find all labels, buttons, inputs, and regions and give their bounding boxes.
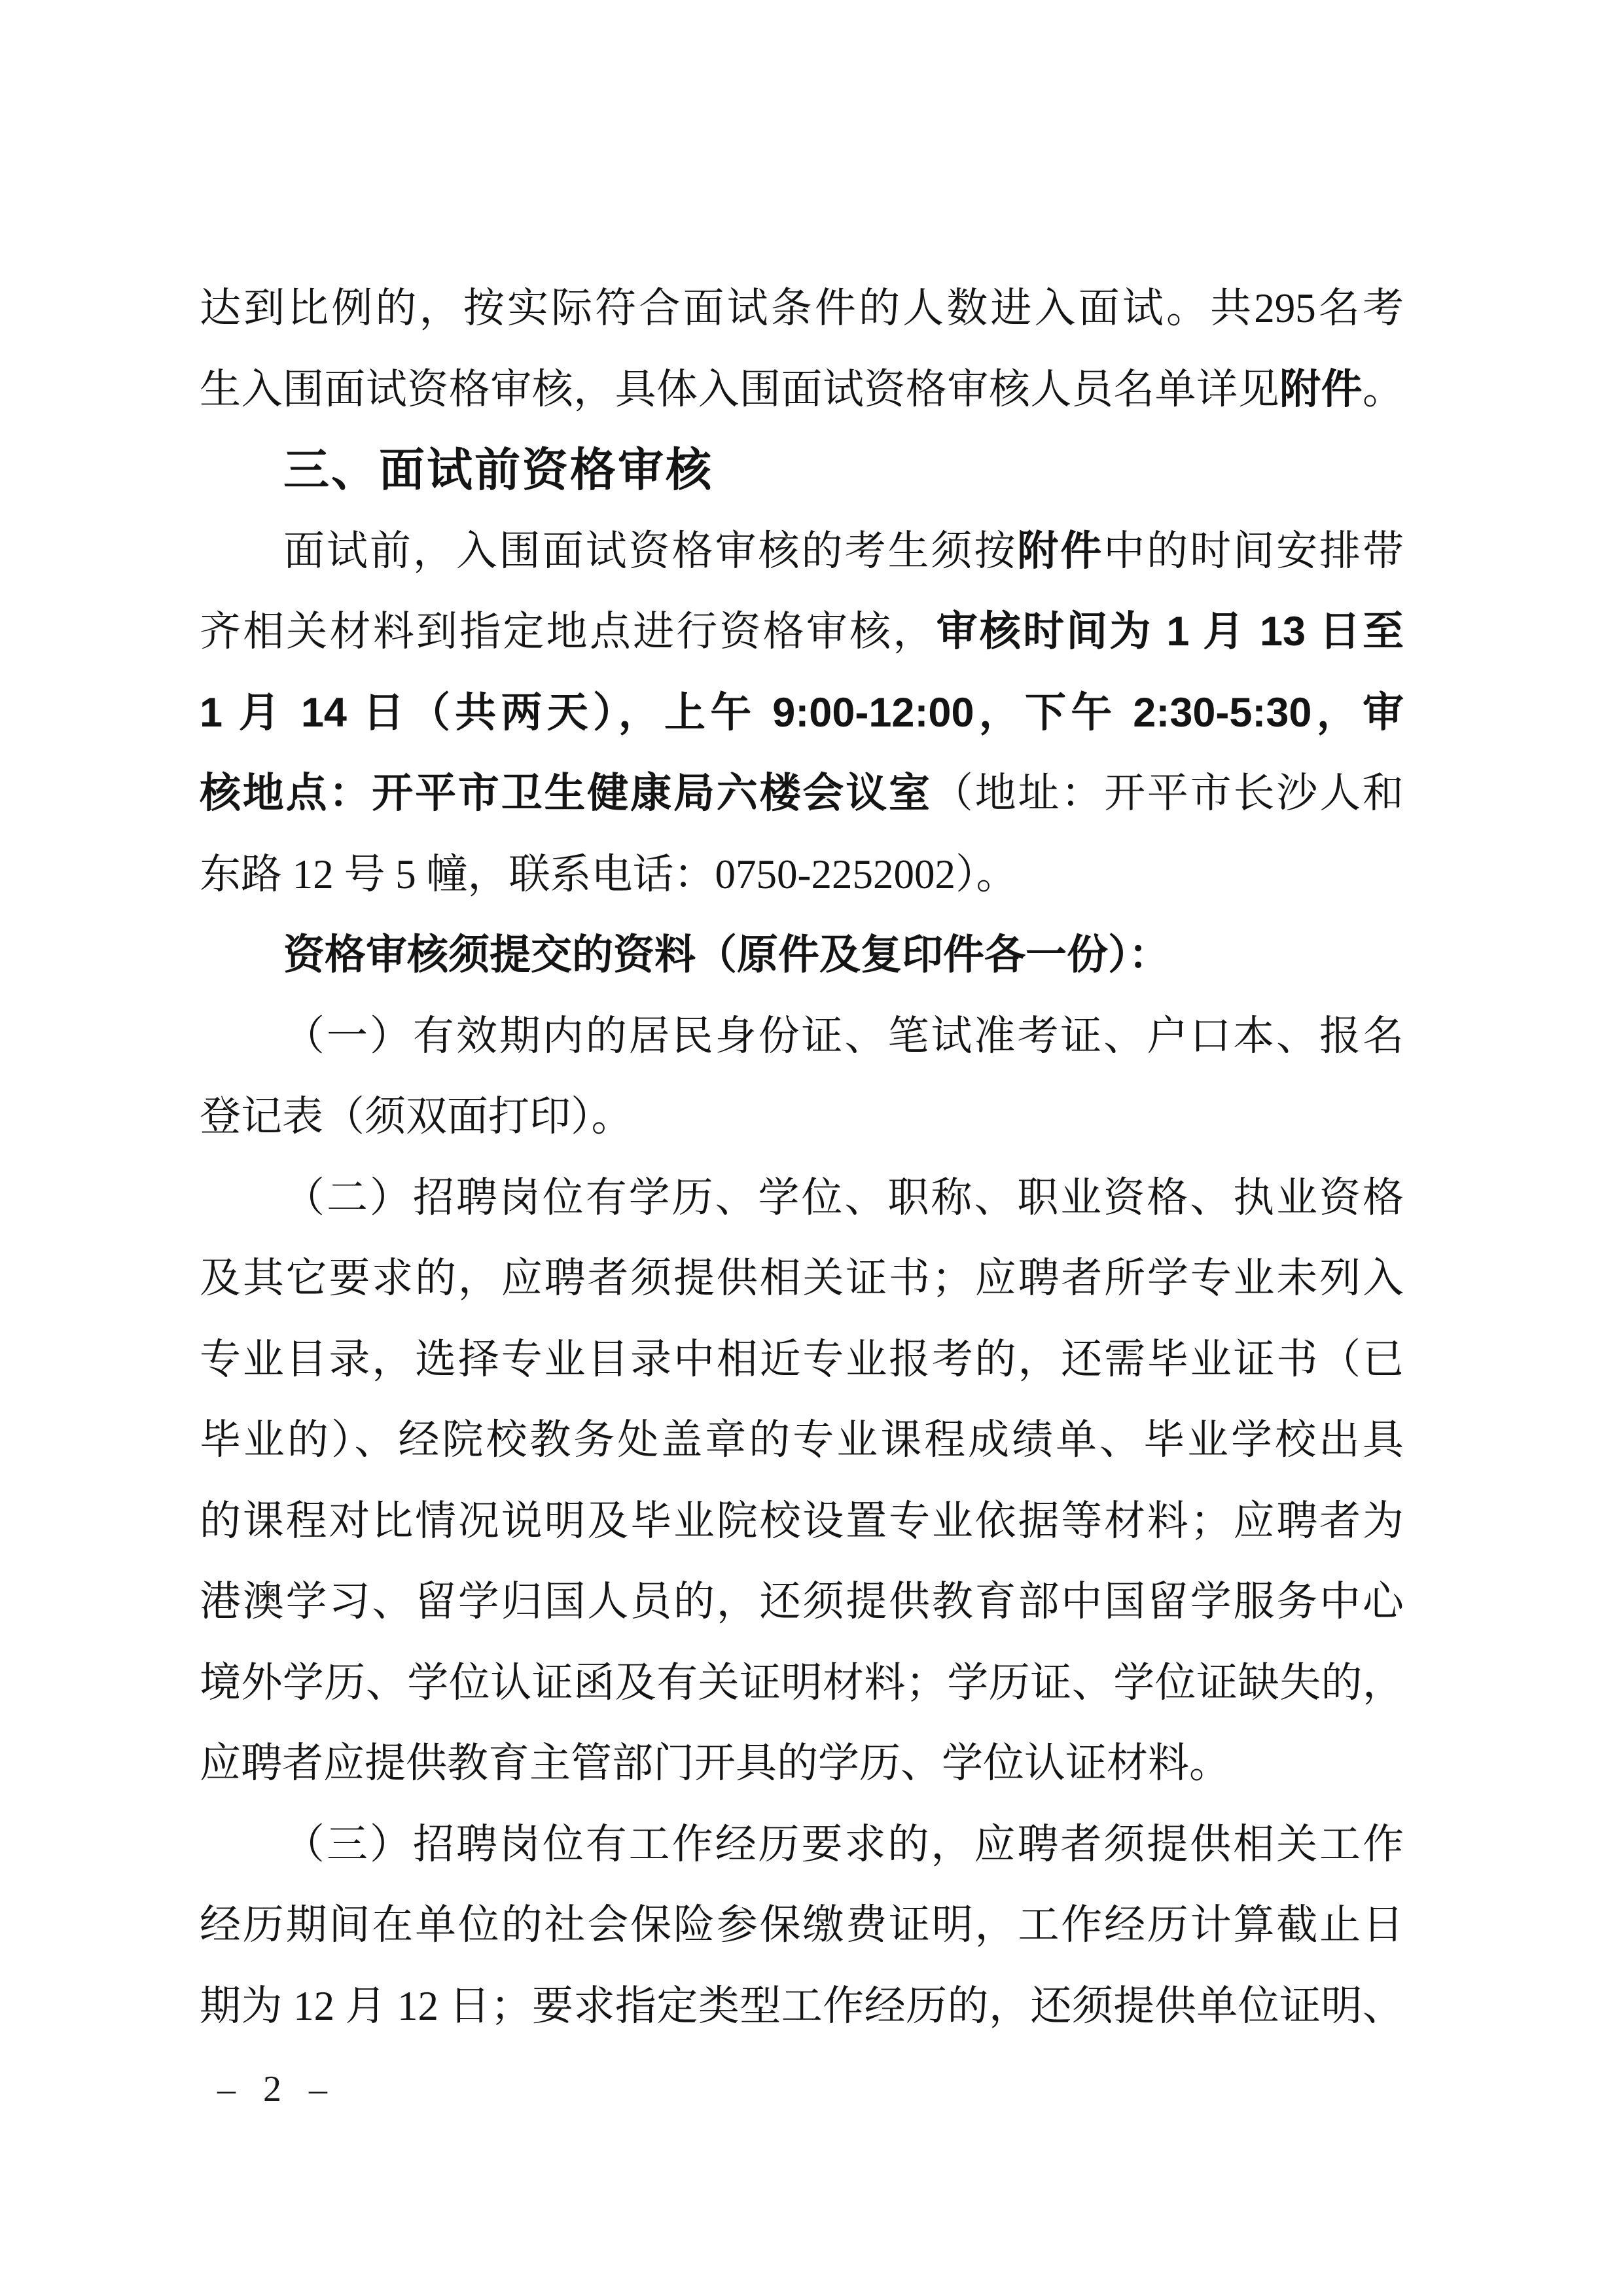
text-line <box>200 673 1404 754</box>
text-line <box>200 268 1404 350</box>
text-run: 境外学历、学位认证函及有关证明材料；学历证、学位证缺失的， <box>200 1659 1404 1706</box>
text-run: 中的时间安排带 <box>1103 528 1404 574</box>
text-run: 专业目录，选择专业目录中相近专业报考的，还需毕业证书（已 <box>200 1336 1404 1382</box>
page-number: – 2 – <box>217 2069 336 2109</box>
bold-text-run: 附件 <box>1017 528 1104 574</box>
text-run: （地址：开平市长沙人和 <box>931 770 1404 816</box>
text-run: 。 <box>1363 366 1404 412</box>
text-run: 期为 12 月 12 日；要求指定类型工作经历的，还须提供单位证明、 <box>200 1982 1404 2029</box>
text-line <box>200 1319 1404 1401</box>
text-run: 经历期间在单位的社会保险参保缴费证明，工作经历计算截止日 <box>200 1902 1404 1948</box>
text-line <box>200 1077 1404 1158</box>
text-run: （二）招聘岗位有学历、学位、职称、职业资格、执业资格 <box>283 1174 1404 1221</box>
bold-text-run: 核地点：开平市卫生健康局六楼会议室 <box>200 770 932 816</box>
text-line <box>200 1238 1404 1319</box>
text-line <box>200 1723 1404 1804</box>
text-run: 及其它要求的，应聘者须提供相关证书；应聘者所学专业未列入 <box>200 1255 1404 1301</box>
text-run: 的课程对比情况说明及毕业院校设置专业依据等材料；应聘者为 <box>200 1498 1404 1544</box>
text-line <box>200 592 1404 673</box>
text-run: 生入围面试资格审核，具体入围面试资格审核人员名单详见 <box>200 366 1280 412</box>
text-line <box>200 350 1404 431</box>
text-run: （一）有效期内的居民身份证、笔试准考证、户口本、报名 <box>283 1013 1404 1059</box>
text-run: （三）招聘岗位有工作经历要求的，应聘者须提供相关工作 <box>283 1821 1404 1867</box>
text-run: 东路 12 号 5 幢，联系电话：0750-2252002）。 <box>200 851 1018 897</box>
text-line <box>200 511 1404 592</box>
text-run: 港澳学习、留学归国人员的，还须提供教育部中国留学服务中心 <box>200 1579 1404 1624</box>
text-run: 齐相关材料到指定地点进行资格审核， <box>200 609 936 655</box>
text-line <box>200 1885 1404 1966</box>
bold-text-run: 三、面试前资格审核 <box>283 444 713 495</box>
text-run: 应聘者应提供教育主管部门开具的学历、学位认证材料。 <box>200 1740 1230 1786</box>
text-line <box>200 996 1404 1077</box>
text-line <box>200 915 1404 996</box>
text-line <box>200 1643 1404 1724</box>
section-heading <box>200 430 1404 511</box>
text-line <box>200 1158 1404 1239</box>
bold-text-run: 资格审核须提交的资料（原件及复印件各一份）： <box>283 932 1170 978</box>
text-line <box>200 834 1404 916</box>
text-line <box>200 1400 1404 1481</box>
bold-text-run: 审核时间为 1 月 13 日至 <box>936 609 1404 655</box>
document-body <box>200 268 1404 2047</box>
text-run: 登记表（须双面打印）。 <box>200 1094 633 1139</box>
bold-text-run: 1 月 14 日（共两天），上午 9:00-12:00，下午 2:30-5:30，审 <box>200 689 1404 736</box>
text-line <box>200 1966 1404 2047</box>
bold-text-run: 附件 <box>1279 366 1363 412</box>
text-run: 毕业的）、经院校教务处盖章的专业课程成绩单、毕业学校出具 <box>200 1417 1404 1463</box>
text-run: 面试前，入围面试资格审核的考生须按 <box>283 528 1018 574</box>
text-run: 达到比例的，按实际符合面试条件的人数进入面试。共295名考 <box>200 285 1404 331</box>
text-line <box>200 753 1404 834</box>
text-line <box>200 1562 1404 1643</box>
text-line <box>200 1804 1404 1886</box>
text-line <box>200 1481 1404 1562</box>
